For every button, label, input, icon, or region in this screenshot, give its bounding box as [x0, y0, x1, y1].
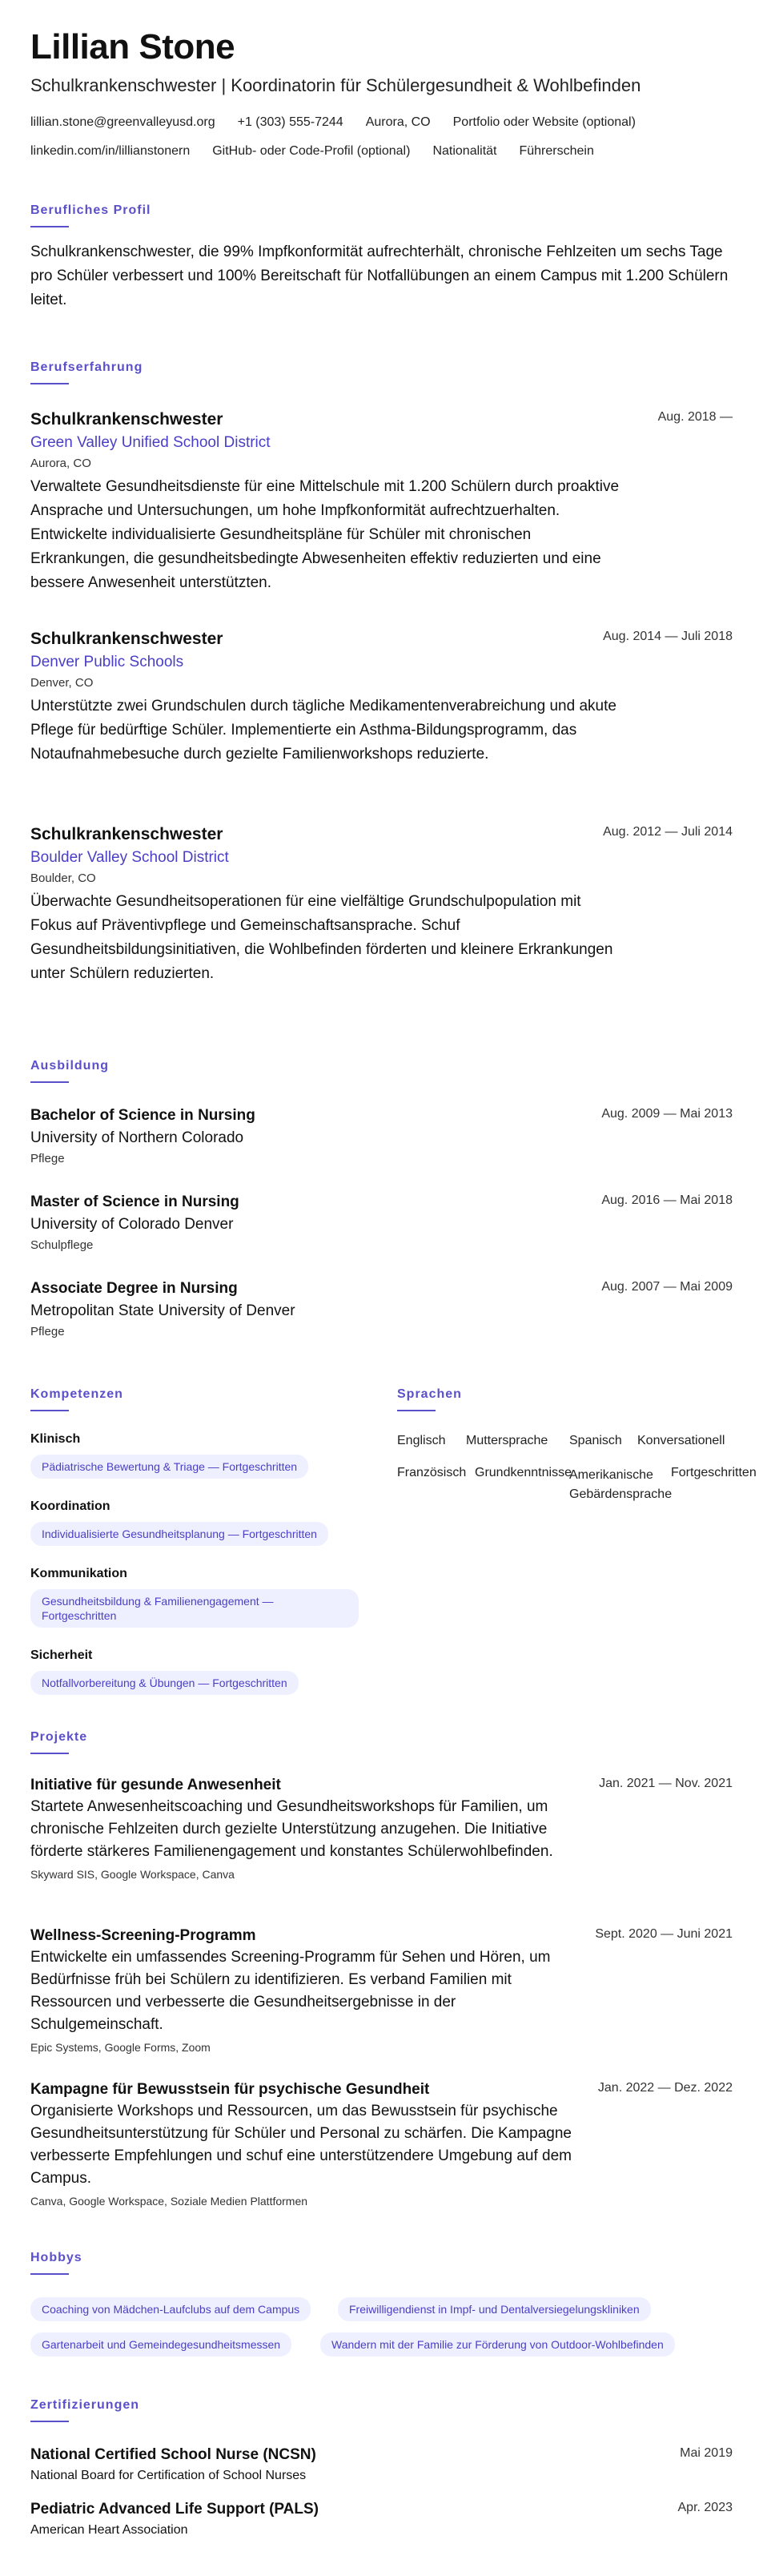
education-entry — [30, 1280, 733, 1338]
contact-info — [30, 115, 751, 173]
skill-pill: Pädiatrische Bewertung & Triage — Fortgeschritten — [30, 1455, 308, 1479]
certification-issuer: National Board for Certification of School Nurses — [30, 2469, 307, 2482]
job-title: Schulkrankenschwester — [30, 825, 223, 843]
job-dates: Aug. 2018 — — [657, 410, 733, 424]
project-description: Organisierte Workshops und Ressourcen, um das Bewusstsein für psychische Gesundheitsunterstützung für Schüler und Personal zu schärfen. Die Kampagne verbesserte Empfehlungen und schuf eine unterstützendere Umgebung auf dem Campus. — [30, 2103, 572, 2187]
contact-github[interactable]: GitHub- oder Code-Profil (optional) — [212, 144, 411, 158]
job-description: Unterstützte zwei Grundschulen durch tägliche Medikamentenverabreichung und akute Pflege für bedürftige Schüler. Implementierte ein Asthma-Bildungsprogramm, das Notaufnahmebesuche durch gezielte Familienworkshops reduzierte. — [30, 698, 616, 763]
skill-group-name: Klinisch — [30, 1432, 81, 1446]
job-dates: Aug. 2012 — Juli 2014 — [603, 825, 733, 839]
contact-license: Führerschein — [519, 144, 594, 158]
section-title-profile: Berufliches Profil — [30, 203, 151, 227]
job-location: Boulder, CO — [30, 871, 96, 885]
skill-pill — [30, 1589, 359, 1628]
hobby-pill: Freiwilligendienst in Impf- und Dentalversiegelungskliniken — [338, 2297, 651, 2321]
experience-entry — [30, 410, 733, 595]
language-level: Muttersprache — [466, 1434, 548, 1447]
degree: Master of Science in Nursing — [30, 1193, 239, 1210]
contact-email[interactable]: lillian.stone@greenvalleyusd.org — [30, 115, 215, 129]
job-description: Verwaltete Gesundheitsdienste für eine Mittelschule mit 1.200 Schülern durch proaktive Ansprache und Untersuchungen, um hohe Impfkonformität aufrechtzuerhalten. Entwickelte individualisierte Gesundheitspläne für Schüler mit chronischen Erkrankungen, die gesundheitsbedingte Abwesenheiten effektiv reduzierten und eine bessere Anwesenheit unterstützten. — [30, 478, 620, 591]
field-of-study: Schulpflege — [30, 1238, 94, 1252]
experience-entry — [30, 825, 733, 986]
skill-group-name: Sicherheit — [30, 1648, 93, 1662]
contact-portfolio[interactable]: Portfolio oder Website (optional) — [452, 115, 636, 129]
job-dates: Aug. 2014 — Juli 2018 — [603, 630, 733, 643]
language-name — [569, 1466, 672, 1504]
job-title: Schulkrankenschwester — [30, 410, 223, 429]
certification-date: Apr. 2023 — [677, 2501, 733, 2514]
skill-pill: Notfallvorbereitung & Übungen — Fortgeschritten — [30, 1671, 299, 1695]
skill-group — [30, 1567, 359, 1628]
project-dates: Jan. 2022 — Dez. 2022 — [597, 2081, 733, 2095]
school: University of Colorado Denver — [30, 1216, 234, 1233]
education-dates: Aug. 2016 — Mai 2018 — [601, 1193, 733, 1207]
language-level: Fortgeschritten — [671, 1466, 757, 1479]
certification-name: National Certified School Nurse (NCSN) — [30, 2446, 316, 2463]
skill-group — [30, 1648, 299, 1695]
candidate-name: Lillian Stone — [30, 27, 235, 66]
field-of-study: Pflege — [30, 1325, 65, 1338]
project-entry — [30, 1777, 733, 1881]
project-dates: Jan. 2021 — Nov. 2021 — [599, 1777, 733, 1790]
skill-pill-line: Fortgeschritten — [42, 1609, 117, 1622]
education-dates: Aug. 2009 — Mai 2013 — [601, 1107, 733, 1121]
skill-group-name: Kommunikation — [30, 1567, 127, 1580]
employer: Green Valley Unified School District — [30, 434, 271, 451]
project-name: Kampagne für Bewusstsein für psychische Gesundheit — [30, 2081, 430, 2098]
job-location: Denver, CO — [30, 676, 94, 690]
school: University of Northern Colorado — [30, 1129, 244, 1146]
hobby-pill: Gartenarbeit und Gemeindegesundheitsmessen — [30, 2332, 291, 2357]
project-description: Startete Anwesenheitscoaching und Gesundheitsworkshops für Familien, um chronische Fehlzeiten durch gezielte Unterstützung anzugehen. Die Initiative förderte stärkeres Familienengagement und konstantes Schülerwohlbefinden. — [30, 1798, 553, 1860]
project-description: Entwickelte ein umfassendes Screening-Programm für Sehen und Hören, um Bedürfnisse früh bei Schülern zu identifizieren. Es verband Familien mit Ressourcen und verbesserte die Gesundheitsergebnisse in der Schulgemeinschaft. — [30, 1949, 551, 2033]
skill-pill-line: Gesundheitsbildung & Familienengagement — — [42, 1595, 274, 1608]
job-title: Schulkrankenschwester — [30, 630, 223, 648]
project-name: Initiative für gesunde Anwesenheit — [30, 1777, 281, 1793]
skill-group — [30, 1499, 328, 1546]
degree: Associate Degree in Nursing — [30, 1280, 238, 1297]
language-name: Französisch — [397, 1466, 467, 1479]
section-title-skills: Kompetenzen — [30, 1387, 123, 1411]
contact-location: Aurora, CO — [365, 115, 431, 129]
contact-linkedin[interactable]: linkedin.com/in/lillianstonern — [30, 144, 191, 158]
skill-pill: Individualisierte Gesundheitsplanung — Fortgeschritten — [30, 1522, 328, 1546]
project-entry — [30, 2081, 733, 2208]
section-title-projects: Projekte — [30, 1730, 87, 1754]
section-title-experience: Berufserfahrung — [30, 360, 143, 384]
section-title-education: Ausbildung — [30, 1059, 109, 1083]
field-of-study: Pflege — [30, 1152, 65, 1165]
project-name: Wellness-Screening-Programm — [30, 1927, 256, 1944]
certification-date: Mai 2019 — [680, 2446, 733, 2460]
language-name-line: Gebärdensprache — [569, 1487, 673, 1501]
project-tech: Skyward SIS, Google Workspace, Canva — [30, 1868, 235, 1881]
language-level: Konversationell — [637, 1434, 725, 1447]
employer: Denver Public Schools — [30, 654, 184, 670]
certification-entry — [30, 2501, 733, 2538]
project-entry — [30, 1927, 733, 2054]
contact-phone[interactable]: +1 (303) 555-7244 — [237, 115, 343, 129]
project-tech: Epic Systems, Google Forms, Zoom — [30, 2041, 211, 2054]
language-name: Englisch — [397, 1434, 446, 1447]
job-location: Aurora, CO — [30, 457, 91, 470]
project-tech: Canva, Google Workspace, Soziale Medien Plattformen — [30, 2195, 308, 2208]
profile-text: Schulkrankenschwester, die 99% Impfkonformität aufrechterhält, chronische Fehlzeiten um sechs Tage pro Schüler verbessert und 100% Bereitschaft für Notfallübungen an einem Campus mit 1.200 Schülern leitet. — [30, 244, 729, 308]
hobby-pill: Coaching von Mädchen-Laufclubs auf dem Campus — [30, 2297, 311, 2321]
job-description: Überwachte Gesundheitsoperationen für eine vielfältige Grundschulpopulation mit Fokus auf Präventivpflege und Gemeinschaftsansprache. Schuf Gesundheitsbildungsinitiativen, die Wohlbefinden förderten und kleinere Erkrankungen unter Schülern reduzierten. — [30, 893, 613, 982]
section-title-certifications: Zertifizierungen — [30, 2398, 139, 2422]
degree: Bachelor of Science in Nursing — [30, 1107, 255, 1124]
section-title-hobbies: Hobbys — [30, 2251, 82, 2275]
language-level: Grundkenntnisse — [475, 1466, 572, 1479]
headline: Schulkrankenschwester | Koordinatorin für Schülergesundheit & Wohlbefinden — [30, 75, 641, 95]
section-title-languages: Sprachen — [397, 1387, 462, 1411]
certification-name: Pediatric Advanced Life Support (PALS) — [30, 2501, 319, 2518]
education-dates: Aug. 2007 — Mai 2009 — [601, 1280, 733, 1294]
certification-issuer: American Heart Association — [30, 2523, 188, 2537]
certification-entry — [30, 2446, 733, 2483]
language-name: Spanisch — [569, 1434, 622, 1447]
employer: Boulder Valley School District — [30, 849, 229, 866]
education-entry — [30, 1107, 733, 1165]
education-entry — [30, 1193, 733, 1252]
school: Metropolitan State University of Denver — [30, 1302, 295, 1319]
hobby-pill: Wandern mit der Familie zur Förderung von Outdoor-Wohlbefinden — [320, 2332, 675, 2357]
language-name-line: Amerikanische — [569, 1468, 653, 1482]
contact-nationality: Nationalität — [432, 144, 497, 158]
skill-group — [30, 1432, 308, 1479]
experience-entry — [30, 630, 733, 767]
skill-group-name: Koordination — [30, 1499, 110, 1513]
project-dates: Sept. 2020 — Juni 2021 — [595, 1927, 733, 1941]
